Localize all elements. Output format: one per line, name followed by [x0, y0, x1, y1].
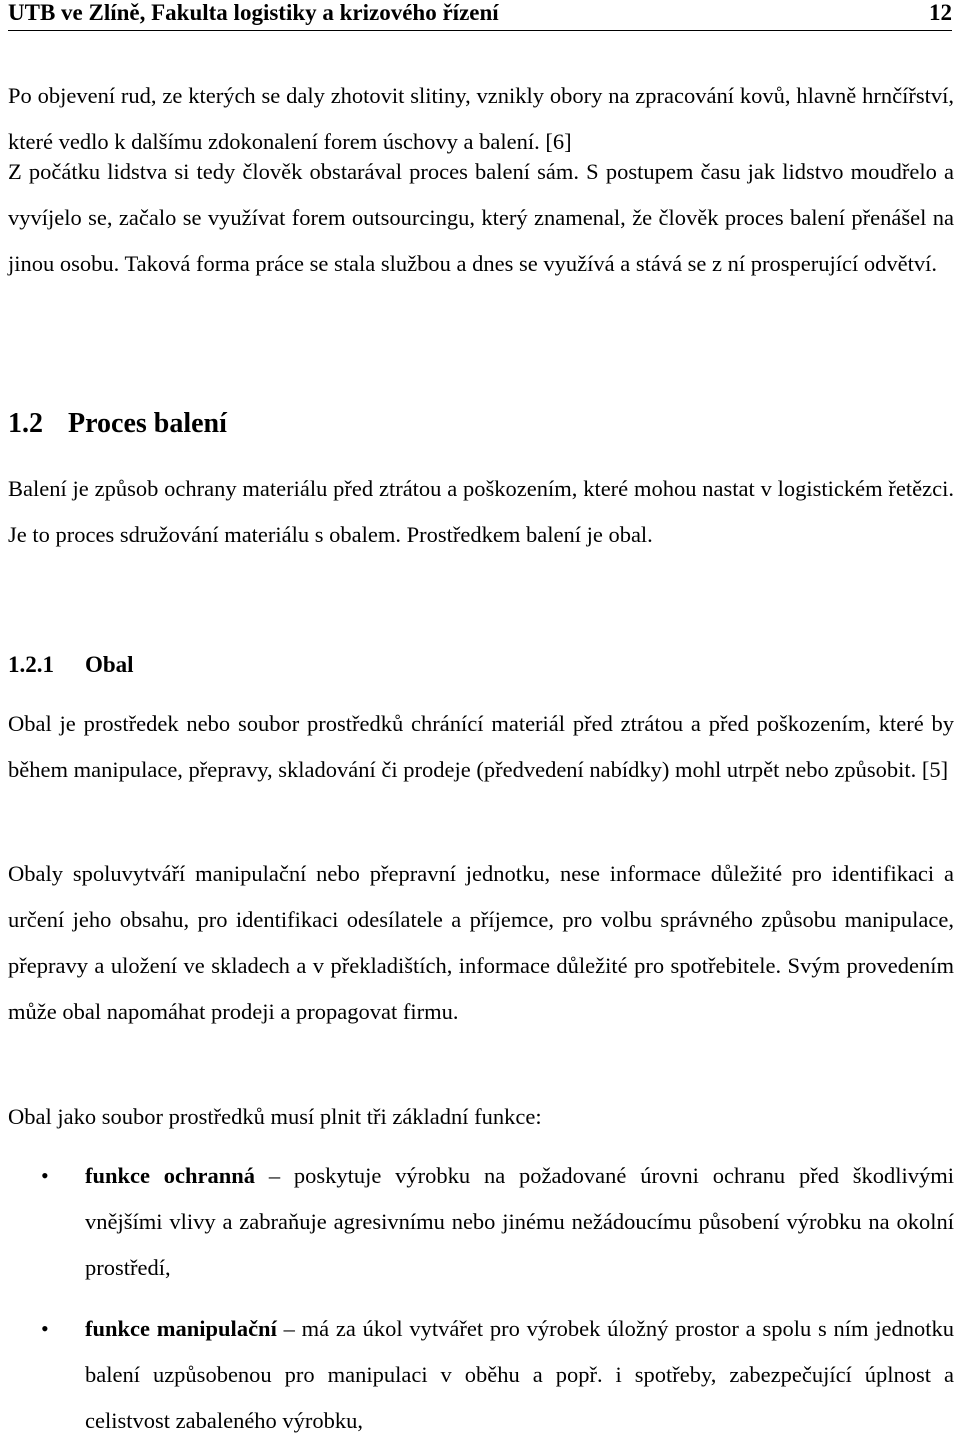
list-item-text — [85, 1153, 954, 1291]
paragraph-obal-definice: Obal je prostředek nebo soubor prostředků chránící materiál před ztrátou a před poškozením, které by během manipulace, přepravy, skladování či prodeje (předvedení nabídky) mohl utrpět nebo způsobit. [5] — [8, 711, 954, 782]
bullet-icon: • — [41, 1316, 49, 1341]
subsection-number: 1.2.1 — [8, 652, 54, 677]
section-number: 1.2 — [8, 408, 43, 439]
list-item-text — [85, 1306, 954, 1444]
section-heading-1-2 — [8, 404, 227, 444]
list-item-description: – má za úkol vytvářet pro výrobek úložný prostor a spolu s ním jednotku balení uzpůsobenou pro manipulaci v oběhu a popř. i spotřeby, zabezpečující úplnost a celistvost zabaleného výrobku, — [85, 1316, 955, 1433]
section-title: Proces balení — [68, 408, 227, 439]
paragraph-baleni: Balení je způsob ochrany materiálu před ztrátou a poškozením, které mohou nastat v logistickém řetězci. Je to proces sdružování materiálu s obalem. Prostředkem balení je obal. — [8, 476, 954, 547]
header-divider — [8, 30, 952, 31]
list-item-term: funkce ochranná — [85, 1163, 256, 1188]
page-number: 12 — [929, 0, 952, 25]
paragraph-tri-funkce: Obal jako soubor prostředků musí plnit tři základní funkce: — [8, 1104, 542, 1129]
subsection-heading-1-2-1 — [8, 647, 134, 683]
paragraph-obaly-funkce: Obaly spoluvytváří manipulační nebo přepravní jednotku, nese informace důležité pro identifikaci a určení jeho obsahu, pro identifikaci odesílatele a příjemce, pro volbu správného způsobu manipulace, přepravy a uložení ve skladech a v překladištích, informace důležité pro spotřebitele. Svým provedením může obal napomáhat prodeji a propagovat firmu. — [8, 861, 954, 1024]
paragraph-pocatek-lidstva: Z počátku lidstva si tedy člověk obstarával proces balení sám. S postupem času jak lidstvo moudřelo a vyvíjelo se, začalo se využívat forem outsourcingu, který znamenal, že člověk proces balení přenášel na jinou osobu. Taková forma práce se stala službou a dnes se využívá a stává se z ní prosperující odvětví. — [8, 159, 954, 276]
header-title: UTB ve Zlíně, Fakulta logistiky a krizového řízení — [8, 0, 499, 25]
page-header — [8, 0, 952, 30]
list-item-term: funkce manipulační — [85, 1316, 277, 1341]
list-item-description: – poskytuje výrobku na požadované úrovni ochranu před škodlivými vnějšími vlivy a zabraňuje agresivnímu nebo jinému nežádoucímu působení výrobku na okolní prostředí, — [85, 1163, 954, 1280]
bullet-icon: • — [41, 1163, 49, 1188]
subsection-title: Obal — [85, 652, 134, 677]
paragraph-rudy: Po objevení rud, ze kterých se daly zhotovit slitiny, vznikly obory na zpracování kovů, hlavně hrnčířství, které vedlo k dalšímu zdokonalení forem úschovy a balení. [6] — [8, 83, 954, 154]
